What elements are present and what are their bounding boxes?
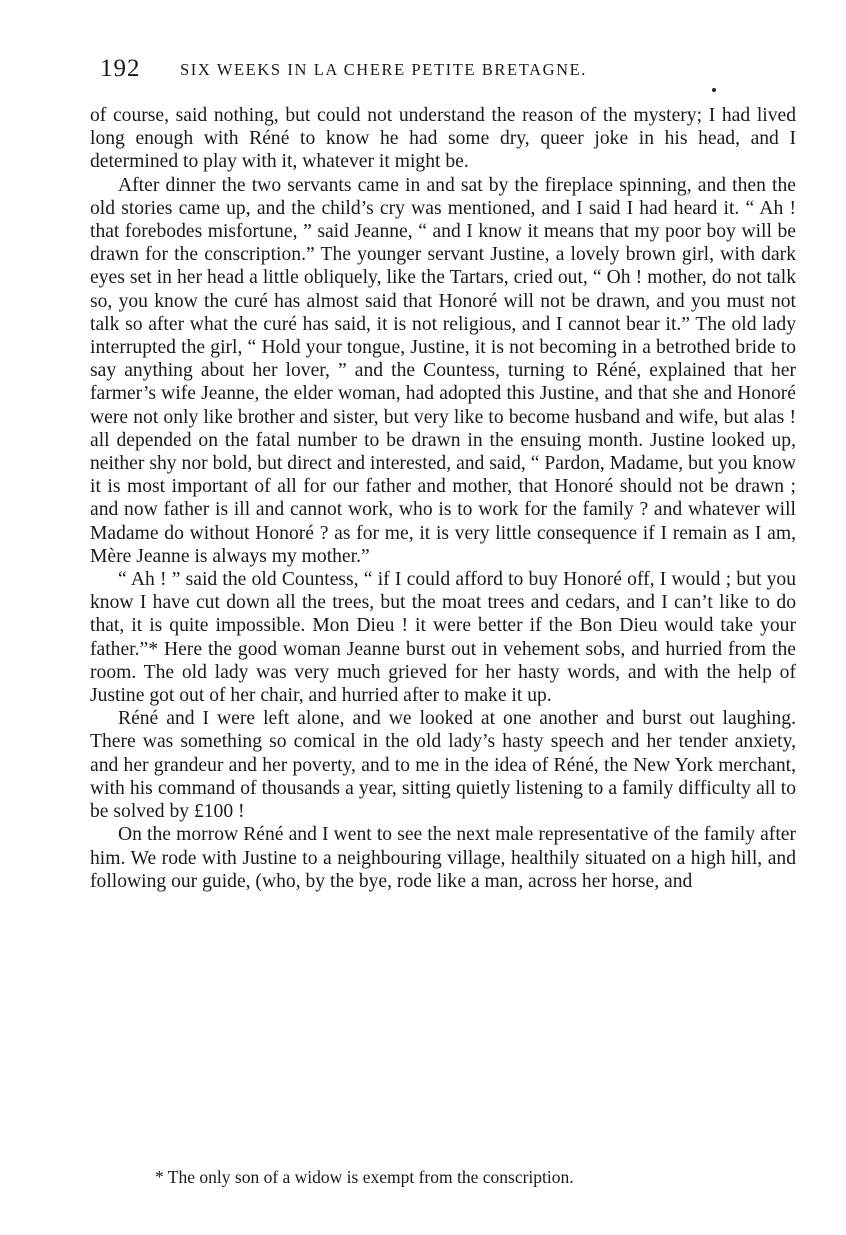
paragraph-2: After dinner the two servants came in and sat by the fireplace spinning, and then the old stories came up, and the child’s cry was mentioned, and I said I had heard it. “ Ah ! that forebodes misfortune, ” said Jeanne, “ and I know it means that my poor boy will be drawn for the conscription.” The younger servant Justine, a lovely brown girl, with dark eyes set in her head a little obliquely, like the Tartars, cried out, “ Oh ! mother, do not talk so, you know the curé has almost said that Honoré will not be drawn, and you must not talk so after what the curé has said, it is not religious, and I cannot bear it.” The old lady interrupted the girl, “ Hold your tongue, Justine, it is not becoming in a betrothed bride to say anything about her lover, ” and the Countess, turning to Réné, explained that her farmer’s wife Jeanne, the elder woman, had adopted this Justine, and that she and Honoré were not only like brother and sister, but very like to become husband and wife, but alas ! all depended on the fatal number to be drawn in the ensuing month. Justine looked up, neither shy nor bold, but direct and interested, and said, “ Pardon, Madame, but you know it is most important of all for our father and mother, that Honoré should not be drawn ; and now father is ill and cannot work, who is to work for the family ? and whatever will Madame do without Honoré ? as for me, it is very little consequence if I remain as I am, Mère Jeanne is always my mother.” bbox=[90, 174, 796, 567]
paragraph-5: On the morrow Réné and I went to see the next male representative of the family after him. We rode with Justine to a neighbouring village, healthily situated on a high hill, and following our guide, (who, by the bye, rode like a man, across her horse, and bbox=[90, 824, 796, 892]
body-text bbox=[90, 104, 796, 893]
ink-dot bbox=[712, 88, 716, 92]
running-title: SIX WEEKS IN LA CHERE PETITE BRETAGNE. bbox=[180, 60, 588, 79]
page-number: 192 bbox=[100, 55, 141, 82]
paragraph-1: of course, said nothing, but could not understand the reason of the mystery; I had lived long enough with Réné to know he had some dry, queer joke in his head, and I determined to play with it, whatever it might be. bbox=[90, 105, 796, 173]
footnote: * The only son of a widow is exempt from the conscription. bbox=[155, 1167, 574, 1187]
page-header bbox=[100, 55, 800, 87]
paragraph-3: “ Ah ! ” said the old Countess, “ if I could afford to buy Honoré off, I would ; but you know I have cut down all the trees, but the moat trees and cedars, and I can’t like to do that, it is quite impossible. Mon Dieu ! it were better if the Bon Dieu would take your father.”* Here the good woman Jeanne burst out in vehement sobs, and hurried from the room. The old lady was very much grieved for her hasty words, and with the help of Justine got out of her chair, and hurried after to make it up. bbox=[90, 569, 796, 707]
paragraph-4: Réné and I were left alone, and we looked at one another and burst out laughing. There was something so comical in the old lady’s hasty speech and her tender anxiety, and her grandeur and her poverty, and to me in the idea of Réné, the New York merchant, with his command of thousands a year, sitting quietly listening to a family difficulty all to be solved by £100 ! bbox=[90, 708, 796, 823]
